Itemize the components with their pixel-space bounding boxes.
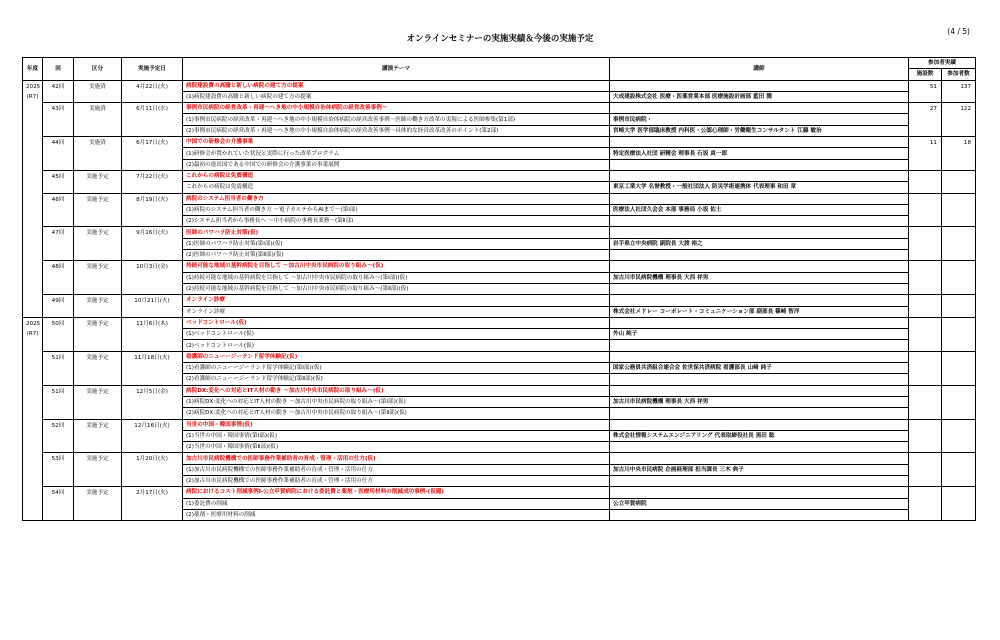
lecturer-header-cell — [610, 317, 909, 328]
round-cell: 45回 — [43, 170, 74, 193]
header-participants: 参加者実績 — [909, 58, 976, 69]
year-value: 2025 — [26, 320, 41, 327]
part-lecturer — [610, 159, 909, 170]
category-cell: 実施予定 — [74, 419, 122, 453]
seminar-theme: オンライン診療 — [183, 295, 610, 306]
part-lecturer: 株式会社情報システムエンジニアリング 代表取締役社長 黒田 聡 — [610, 430, 909, 441]
lecturer-header-cell — [610, 137, 909, 148]
part-lecturer: 外山 純子 — [610, 329, 909, 340]
part-theme: (1)委託費の削減 — [183, 498, 610, 509]
people-count — [942, 453, 976, 487]
seminar-row — [23, 80, 976, 91]
round-cell: 49回 — [43, 295, 74, 318]
category-cell: 実施予定 — [74, 295, 122, 318]
facilities-count — [909, 317, 942, 351]
part-lecturer: 医療法人社団久会会 本部 事務局 小坂 佑士 — [610, 204, 909, 215]
part-theme: (1)病院のシステム担当者の働き方 ～電子カルテからAIまで～(第Ⅰ部) — [183, 204, 610, 215]
part-theme: (1)病院建設費の高騰と新しい病院の建て方の提案 — [183, 91, 610, 102]
date-cell: 6月11日(水) — [122, 103, 183, 137]
date-cell: 12月5日(金) — [122, 385, 183, 419]
round-cell: 48回 — [43, 261, 74, 295]
seminar-row — [23, 487, 976, 498]
round-cell: 53回 — [43, 453, 74, 487]
round-cell: 43回 — [43, 103, 74, 137]
header-facilities: 施設数 — [909, 69, 942, 80]
date-cell: 9月16日(火) — [122, 227, 183, 261]
year-era: (R7) — [26, 93, 39, 100]
seminar-theme: 医師のパワハラ防止対策(仮) — [183, 227, 610, 238]
seminar-row — [23, 193, 976, 204]
date-cell: 10月3日(金) — [122, 261, 183, 295]
category-cell: 実施済 — [74, 80, 122, 103]
seminar-row — [23, 317, 976, 328]
facilities-count: 51 — [909, 80, 942, 103]
part-theme: これからの病院は免震構造 — [183, 182, 610, 193]
category-cell: 実施予定 — [74, 317, 122, 351]
seminar-theme: 病院におけるコスト削減事例Ⅰ-公立甲賀病院における委託費と薬剤・医療用材料の削減成功事例-(仮題) — [183, 487, 610, 498]
part-theme: (2)ベッドコントロール(仮) — [183, 340, 610, 351]
seminar-theme: 中国での研修会の介護事業 — [183, 137, 610, 148]
round-cell: 42回 — [43, 80, 74, 103]
round-cell: 44回 — [43, 137, 74, 171]
facilities-count — [909, 193, 942, 227]
people-count — [942, 317, 976, 351]
part-lecturer: 東京工業大学 名誉教授・一般社団法人 防災学術連携体 代表理事 和田 章 — [610, 182, 909, 193]
part-lecturer: 加古川市民病院機構 理事長 大西 祥男 — [610, 396, 909, 407]
facilities-count — [909, 453, 942, 487]
lecturer-header-cell — [610, 453, 909, 464]
part-lecturer: 公立甲賀病院 — [610, 498, 909, 509]
header-round: 回 — [43, 58, 74, 81]
header-theme: 講演テーマ — [183, 58, 610, 81]
category-cell: 実施済 — [74, 137, 122, 171]
lecturer-header-cell — [610, 419, 909, 430]
category-cell: 実施予定 — [74, 170, 122, 193]
part-lecturer — [610, 374, 909, 385]
year-value: 2025 — [26, 83, 41, 90]
part-theme: (2)加古川市民病院機構での医師事務作業補助者の育成・管理・活用の仕方 — [183, 475, 610, 486]
round-cell: 54回 — [43, 487, 74, 521]
seminar-row — [23, 170, 976, 181]
part-lecturer: 宮崎大学 医学部臨床教授 内科医・公認心理師・労働衛生コンサルタント 江藤 敏治 — [610, 125, 909, 136]
seminar-theme: 加古川市民病院機構での医師事務作業補助者の育成・管理・活用の仕方(仮) — [183, 453, 610, 464]
seminar-theme: 看護師のニューージーランド留学体験記(仮) — [183, 351, 610, 362]
part-theme: (2)システム担当者から事務長へ ～中小病院の事務長業務～(第Ⅱ部) — [183, 216, 610, 227]
date-cell: 6月17日(火) — [122, 137, 183, 171]
header-category: 区分 — [74, 58, 122, 81]
lecturer-header-cell — [610, 487, 909, 498]
lecturer-header-cell — [610, 227, 909, 238]
seminar-row — [23, 261, 976, 272]
lecturer-header-cell — [610, 261, 909, 272]
part-theme: (1)看護師のニューージーランド留学体験記(第Ⅰ部)(仮) — [183, 363, 610, 374]
facilities-count — [909, 295, 942, 318]
part-lecturer: 株式会社メドレー コーポレート・コミュニケーション部 副部長 篠崎 智洋 — [610, 306, 909, 317]
part-theme: (1)加古川市民病院機構での医師事務作業補助者の育成・管理・活用の仕方 — [183, 464, 610, 475]
seminar-row — [23, 385, 976, 396]
facilities-count — [909, 385, 942, 419]
part-lecturer — [610, 475, 909, 486]
facilities-count — [909, 419, 942, 453]
date-cell: 4月22日(火) — [122, 80, 183, 103]
part-lecturer: 岩手県立中央病院 副院長 大渡 裕之 — [610, 238, 909, 249]
part-theme: (2)薬剤・医療用材料の削減 — [183, 509, 610, 520]
part-lecturer — [610, 340, 909, 351]
people-count — [942, 385, 976, 419]
part-lecturer: 加古川市民病院機構 理事長 大西 祥男 — [610, 272, 909, 283]
people-count — [942, 351, 976, 385]
facilities-count — [909, 227, 942, 261]
header-lecturer: 講師 — [610, 58, 909, 81]
round-cell: 46回 — [43, 193, 74, 227]
header-people: 参加者数 — [942, 69, 976, 80]
people-count — [942, 295, 976, 318]
seminar-theme: 病院のシステム担当者の働き方 — [183, 193, 610, 204]
part-theme: (1)当世の中国・韓国事情(第Ⅰ部)(仮) — [183, 430, 610, 441]
category-cell: 実施済 — [74, 103, 122, 137]
lecturer-header-cell — [610, 351, 909, 362]
category-cell: 実施予定 — [74, 193, 122, 227]
part-theme: (1)持続可能な地域の基幹病院を目指して ～加古川中央市民病院の取り組み～(第Ⅰ部)(仮) — [183, 272, 610, 283]
part-theme: (2)持続可能な地域の基幹病院を目指して ～加古川中央市民病院の取り組み～(第Ⅱ部)(仮) — [183, 283, 610, 294]
date-cell: 8月19日(火) — [122, 193, 183, 227]
category-cell: 実施予定 — [74, 487, 122, 521]
part-theme: (1)病院DX:変化への対応とIT人材の動き ～加古川中央市民病院の取り組み～(第Ⅰ部)(仮) — [183, 396, 610, 407]
header-date: 実施予定日 — [122, 58, 183, 81]
facilities-count: 27 — [909, 103, 942, 137]
seminar-row — [23, 137, 976, 148]
part-lecturer: 加古川中央市民病院 企画経理部 担当課長 三木 典子 — [610, 464, 909, 475]
part-lecturer — [610, 216, 909, 227]
round-cell: 47回 — [43, 227, 74, 261]
lecturer-header-cell — [610, 385, 909, 396]
category-cell: 実施予定 — [74, 453, 122, 487]
seminar-row — [23, 227, 976, 238]
part-theme: (2)病院DX:変化への対応とIT人材の動き ～加古川中央市民病院の取り組み～(第Ⅱ部)(仮) — [183, 408, 610, 419]
seminar-theme: 病院建設費の高騰と新しい病院の建て方の提案 — [183, 80, 610, 91]
category-cell: 実施予定 — [74, 227, 122, 261]
seminar-row — [23, 351, 976, 362]
part-lecturer — [610, 442, 909, 453]
part-lecturer — [610, 408, 909, 419]
facilities-count — [909, 170, 942, 193]
part-theme: (1)事例市民病院の経営改革・再建～へき地の中小規模自治体病院の経営改善事例～医師の働き方改革の実現による医師参集(第1部) — [183, 114, 610, 125]
page-number: (4 / 5) — [947, 27, 970, 36]
people-count: 18 — [942, 137, 976, 171]
seminar-theme: ベッドコントロール(仮) — [183, 317, 610, 328]
round-cell: 51回 — [43, 385, 74, 419]
date-cell: 11月6日(木) — [122, 317, 183, 351]
people-count — [942, 261, 976, 295]
part-theme: (1)医師のパワハラ防止対策(第Ⅰ部)(仮) — [183, 238, 610, 249]
facilities-count — [909, 487, 942, 521]
year-cell — [23, 80, 43, 317]
seminar-row — [23, 103, 976, 114]
part-theme: オンライン診療 — [183, 306, 610, 317]
lecturer-header-cell — [610, 295, 909, 306]
category-cell: 実施予定 — [74, 351, 122, 385]
lecturer-header-cell — [610, 193, 909, 204]
round-cell: 51回 — [43, 351, 74, 385]
seminar-row — [23, 295, 976, 306]
date-cell: 12月16日(火) — [122, 419, 183, 453]
year-era: (R7) — [26, 330, 39, 337]
facilities-count — [909, 351, 942, 385]
date-cell: 7月22日(火) — [122, 170, 183, 193]
part-lecturer — [610, 250, 909, 261]
header-year: 年度 — [23, 58, 43, 81]
seminar-table — [22, 57, 976, 521]
facilities-count — [909, 261, 942, 295]
seminar-theme: 当世の中国・韓国事情(仮) — [183, 419, 610, 430]
date-cell: 1月20日(火) — [122, 453, 183, 487]
part-theme: (2)当世の中国・韓国事情(第Ⅱ部)(仮) — [183, 442, 610, 453]
people-count — [942, 193, 976, 227]
part-lecturer: 大成建設株式会社 医療・医薬営業本部 医療施設計画部 藍田 潤 — [610, 91, 909, 102]
part-lecturer: 特定医療法人社団 研精会 理事長 石坂 真一郎 — [610, 148, 909, 159]
facilities-count: 11 — [909, 137, 942, 171]
people-count: 137 — [942, 80, 976, 103]
seminar-theme: 病院DX:変化への対応とIT人材の動き ～加古川中央市民病院の取り組み～(仮) — [183, 385, 610, 396]
page-title: オンラインセミナーの実施実績＆今後の実施予定 — [406, 34, 594, 44]
part-theme: (1)研修会が置かれていた状況と実際に行った改革プログラム — [183, 148, 610, 159]
date-cell: 11月18日(火) — [122, 351, 183, 385]
people-count — [942, 419, 976, 453]
part-theme: (2)医師のパワハラ防止対策(第Ⅱ部)(仮) — [183, 250, 610, 261]
people-count — [942, 487, 976, 521]
year-cell — [23, 317, 43, 520]
round-cell: 52回 — [43, 419, 74, 453]
lecturer-header-cell — [610, 170, 909, 181]
date-cell: 2月17日(火) — [122, 487, 183, 521]
round-cell: 50回 — [43, 317, 74, 351]
part-theme: (2)看護師のニューージーランド留学体験記(第Ⅱ部)(仮) — [183, 374, 610, 385]
lecturer-header-cell — [610, 103, 909, 114]
lecturer-header-cell — [610, 80, 909, 91]
seminar-row — [23, 419, 976, 430]
part-lecturer: 事例市民病院・ — [610, 114, 909, 125]
seminar-row — [23, 453, 976, 464]
part-theme: (1)ベッドコントロール(仮) — [183, 329, 610, 340]
category-cell: 実施予定 — [74, 261, 122, 295]
part-lecturer — [610, 283, 909, 294]
seminar-theme: これからの病院は免震構造 — [183, 170, 610, 181]
date-cell: 10月21日(火) — [122, 295, 183, 318]
part-theme: (2)最初の進出国である中国での研修会の介護事業の事業展開 — [183, 159, 610, 170]
seminar-theme: 事例市民病院の経営改革・再建～へき地の中小規模自治体病院の経営改善事例～ — [183, 103, 610, 114]
people-count: 122 — [942, 103, 976, 137]
part-lecturer — [610, 509, 909, 520]
part-theme: (2)事例市民病院の経営改革・再建～へき地の中小規模自治体病院の経営改善事例～具体的な経営改革改善のポイント(第2部) — [183, 125, 610, 136]
part-lecturer: 国家公務員共済組合連合会 佐世保共済病院 看護部長 山﨑 純子 — [610, 363, 909, 374]
category-cell: 実施予定 — [74, 385, 122, 419]
people-count — [942, 227, 976, 261]
people-count — [942, 170, 976, 193]
seminar-theme: 持続可能な地域の基幹病院を目指して ～加古川中央市民病院の取り組み～(仮) — [183, 261, 610, 272]
